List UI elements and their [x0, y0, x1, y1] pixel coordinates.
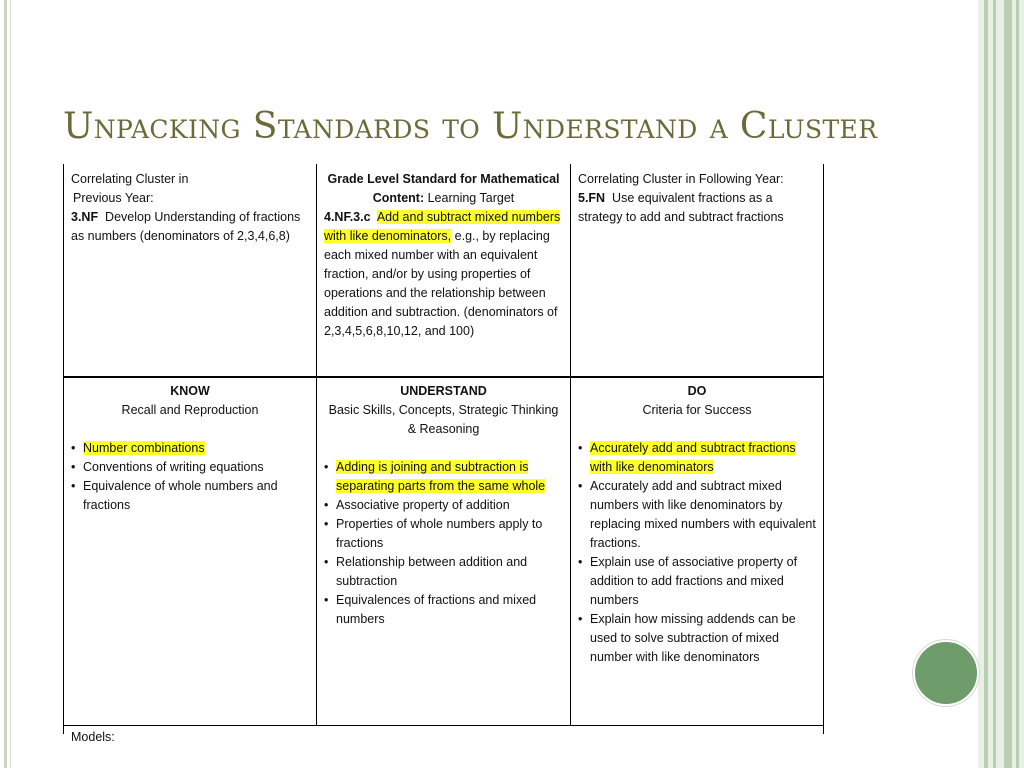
- following-standard-text: Use equivalent fractions as a strategy to add and subtract fractions: [578, 191, 784, 224]
- understand-item: • Properties of whole numbers apply to fractions: [324, 515, 563, 553]
- table-border-right: [823, 164, 824, 734]
- left-frame-thin-line: [10, 0, 11, 768]
- understand-item: • Adding is joining and subtraction is separating parts from the same whole: [324, 458, 563, 496]
- do-item: • Explain use of associative property of addition to add fractions and mixed numbers: [578, 553, 816, 610]
- know-subheading: Recall and Reproduction: [121, 403, 259, 417]
- know-heading: KNOW: [170, 384, 210, 398]
- following-standard-code: 5.FN: [578, 191, 606, 205]
- know-item: • Number combinations: [71, 439, 309, 458]
- cell-following-year: [571, 166, 823, 376]
- following-label: Correlating Cluster in Following Year:: [578, 172, 784, 186]
- previous-label-line2: Previous Year:: [73, 191, 154, 205]
- cell-understand: [317, 378, 570, 725]
- understand-item: • Relationship between addition and subtraction: [324, 553, 563, 591]
- do-heading: DO: [687, 384, 707, 398]
- current-standard-text: e.g., by replacing each mixed number with an equivalent fraction, and/or by using properties of operations and the relationship between addition and subtraction. (denominators of 2,3,4,5,6,8,10,12, and 100): [324, 229, 558, 338]
- models-label: Models:: [71, 730, 115, 744]
- cell-grade-level-standard: [317, 166, 570, 376]
- understand-list: [324, 458, 563, 629]
- right-frame-bar-2: [993, 0, 996, 768]
- right-frame-bar-1: [984, 0, 988, 768]
- understand-item: • Equivalences of fractions and mixed numbers: [324, 591, 563, 629]
- know-list: [71, 439, 309, 515]
- left-frame-line: [4, 0, 7, 768]
- do-item: • Explain how missing addends can be used to solve subtraction of mixed number with like denominators: [578, 610, 816, 667]
- previous-standard-text: Develop Understanding of fractions as numbers (denominators of 2,3,4,6,8): [71, 210, 301, 243]
- cell-models: [64, 726, 823, 756]
- following-standard: [578, 189, 816, 227]
- previous-label-line1: Correlating Cluster in: [71, 172, 189, 186]
- cell-do: [571, 378, 823, 725]
- current-standard-highlight: Add and subtract mixed numbers with like denominators,: [324, 210, 561, 243]
- cell-previous-year: [64, 166, 316, 376]
- do-list: [578, 439, 816, 667]
- standards-table: [63, 164, 824, 744]
- right-frame-bar-4: [1016, 0, 1019, 768]
- decorative-circle: [913, 640, 979, 706]
- standard-heading: [324, 170, 563, 208]
- current-standard-code: 4.NF.3.c: [324, 210, 371, 224]
- standard-heading-bold: Grade Level Standard for Mathematical Content:: [327, 172, 560, 205]
- know-item: • Equivalence of whole numbers and fractions: [71, 477, 309, 515]
- know-item: • Conventions of writing equations: [71, 458, 309, 477]
- do-item: • Accurately add and subtract mixed numbers with like denominators by replacing mixed numbers with equivalent fractions.: [578, 477, 816, 553]
- cell-know: [64, 378, 316, 725]
- right-frame-bar-3: [1004, 0, 1012, 768]
- previous-standard-code: 3.NF: [71, 210, 99, 224]
- understand-heading: UNDERSTAND: [400, 384, 487, 398]
- previous-standard: [71, 208, 309, 246]
- do-item: • Accurately add and subtract fractions with like denominators: [578, 439, 816, 477]
- do-subheading: Criteria for Success: [642, 403, 752, 417]
- slide-title: Unpacking Standards to Understand a Cluster: [63, 106, 878, 147]
- current-standard: [324, 208, 563, 341]
- understand-item: • Associative property of addition: [324, 496, 563, 515]
- standard-heading-rest: Learning Target: [427, 191, 515, 205]
- understand-subheading: Basic Skills, Concepts, Strategic Thinking & Reasoning: [328, 403, 559, 436]
